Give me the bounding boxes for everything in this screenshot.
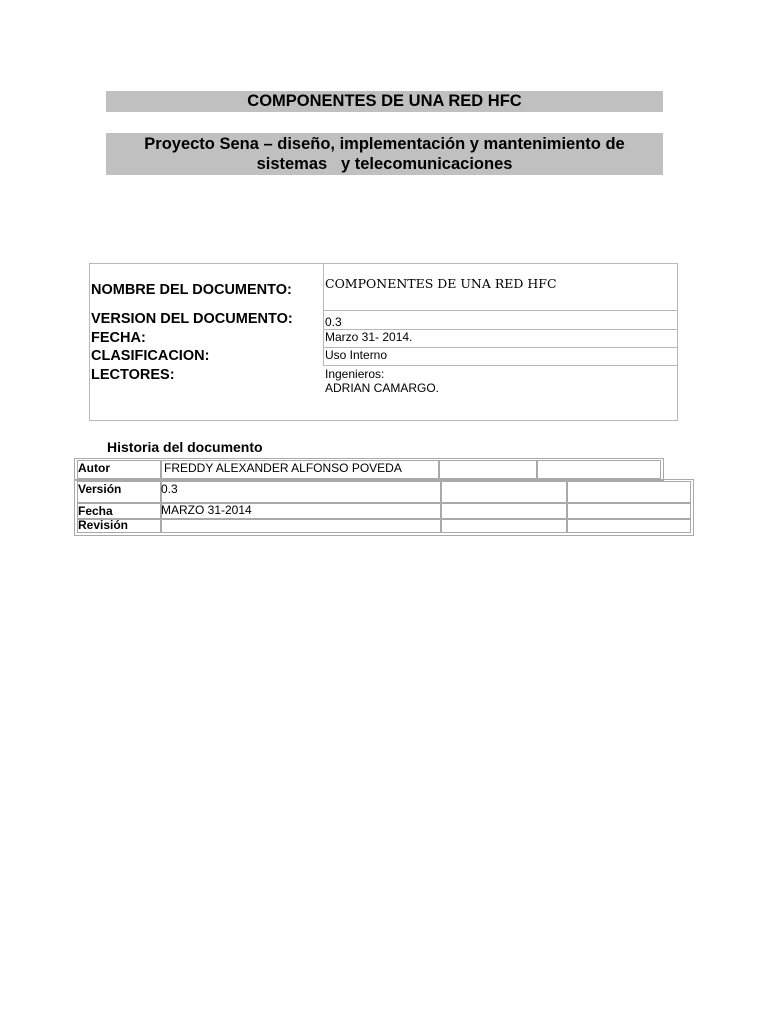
info-row-divider: [323, 365, 677, 366]
lectores-value-line2: ADRIAN CAMARGO.: [325, 381, 440, 395]
document-title-text: COMPONENTES DE UNA RED HFC: [247, 92, 522, 110]
history-cell: [441, 481, 567, 503]
history-cell: [441, 519, 567, 533]
version-label: VERSION DEL DOCUMENTO:: [91, 311, 293, 327]
history-version-value: 0.3: [161, 482, 178, 496]
clasificacion-label: CLASIFICACION:: [91, 348, 210, 364]
document-info-table: [89, 263, 678, 421]
info-column-divider: [323, 264, 324, 366]
history-autor-value: FREDDY ALEXANDER ALFONSO POVEDA: [164, 461, 402, 475]
history-cell: [161, 519, 441, 533]
info-row-divider: [323, 310, 677, 311]
history-revision-label: Revisión: [78, 518, 129, 532]
project-subtitle-line2: sistemas y telecomunicaciones: [256, 155, 513, 173]
history-cell: [567, 481, 691, 503]
fecha-label: FECHA:: [91, 330, 146, 346]
document-title: [106, 91, 663, 112]
fecha-value: Marzo 31- 2014.: [325, 330, 413, 344]
version-value: 0.3: [325, 315, 342, 329]
history-table: [74, 458, 694, 536]
history-cell: [441, 503, 567, 519]
history-fecha-label: Fecha: [78, 504, 113, 518]
history-cell: [161, 481, 441, 503]
history-cell: [537, 460, 661, 479]
history-cell: [567, 519, 691, 533]
lectores-value-line1: Ingenieros:: [325, 367, 385, 381]
history-cell: [567, 503, 691, 519]
history-version-label: Versión: [78, 482, 122, 496]
clasificacion-value: Uso Interno: [325, 348, 388, 362]
history-fecha-value: MARZO 31-2014: [161, 503, 252, 517]
project-subtitle: [106, 133, 663, 175]
history-autor-label: Autor: [78, 461, 110, 475]
history-heading: Historia del documento: [107, 439, 263, 455]
project-subtitle-line1: Proyecto Sena – diseño, implementación y mantenimiento de: [144, 135, 625, 153]
lectores-label: LECTORES:: [91, 367, 175, 383]
nombre-label: NOMBRE DEL DOCUMENTO:: [91, 282, 292, 298]
history-cell: [439, 460, 537, 479]
nombre-value: COMPONENTES DE UNA RED HFC: [325, 276, 557, 291]
